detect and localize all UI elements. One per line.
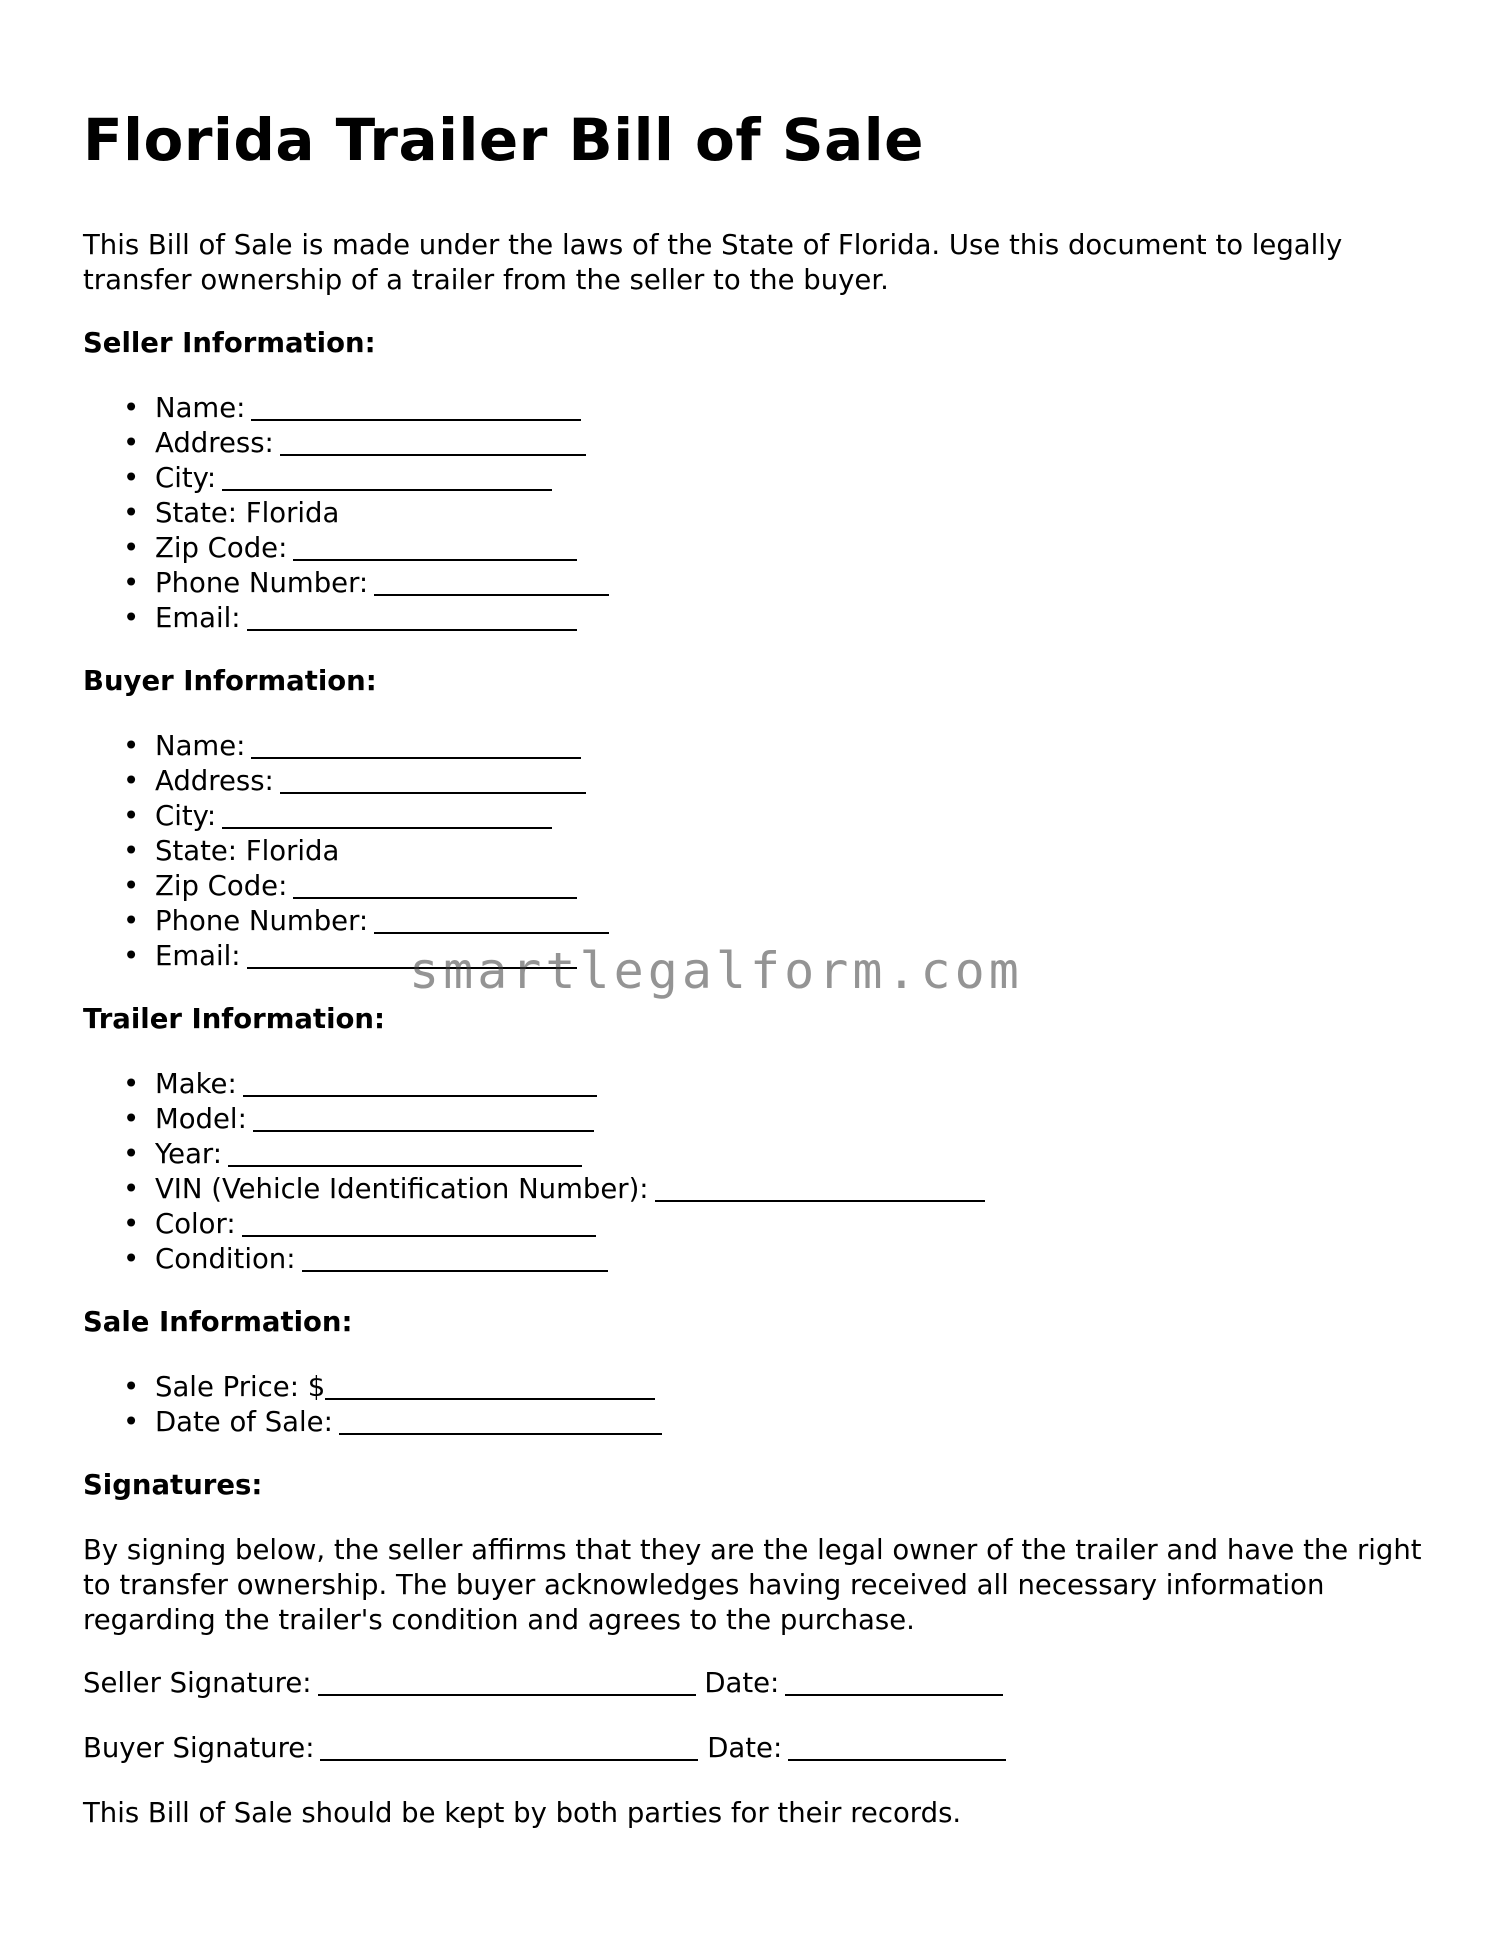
bullet-icon: •	[123, 1138, 140, 1170]
list-item	[123, 1172, 1423, 1207]
name-input-line[interactable]	[251, 391, 581, 421]
field-label: Phone Number:	[155, 905, 369, 937]
city-input-line[interactable]	[222, 461, 552, 491]
bullet-icon: •	[123, 567, 140, 599]
list-item	[123, 426, 1423, 461]
sale-heading: Sale Information:	[83, 1306, 353, 1338]
field-label: VIN (Vehicle Identification Number):	[155, 1173, 649, 1205]
seller-signature-row	[83, 1666, 1423, 1701]
bullet-icon: •	[123, 870, 140, 902]
email-input-line[interactable]	[247, 601, 577, 631]
bullet-icon: •	[123, 1173, 140, 1205]
bullet-icon: •	[123, 1068, 140, 1100]
list-item	[123, 764, 1423, 799]
seller-fields	[83, 391, 1423, 636]
zip-input-line[interactable]	[293, 869, 577, 899]
condition-input-line[interactable]	[302, 1242, 608, 1272]
field-label: Year:	[155, 1138, 223, 1170]
list-item	[123, 1405, 1423, 1440]
buyer-fields	[83, 729, 1423, 974]
list-item	[123, 1067, 1423, 1102]
field-label: Color:	[155, 1208, 236, 1240]
list-item	[123, 729, 1423, 764]
field-label: City:	[155, 800, 217, 832]
page-title: Florida Trailer Bill of Sale	[83, 106, 924, 174]
field-label: Make:	[155, 1068, 237, 1100]
list-item	[123, 799, 1423, 834]
bullet-icon: •	[123, 730, 140, 762]
address-input-line[interactable]	[280, 426, 586, 456]
watermark-text: smartlegalform.com	[409, 942, 1023, 1000]
list-item	[123, 1137, 1423, 1172]
phone-input-line[interactable]	[374, 904, 609, 934]
footer-note: This Bill of Sale should be kept by both parties for their records.	[83, 1797, 962, 1829]
field-label: Sale Price: $	[155, 1371, 326, 1403]
bullet-icon: •	[123, 392, 140, 424]
zip-input-line[interactable]	[293, 531, 577, 561]
trailer-heading: Trailer Information:	[83, 1003, 385, 1035]
list-item	[123, 601, 1423, 636]
sale-price-input-line[interactable]	[325, 1370, 655, 1400]
bullet-icon: •	[123, 1208, 140, 1240]
field-label: Model:	[155, 1103, 247, 1135]
seller-heading: Seller Information:	[83, 327, 376, 359]
field-label: Address:	[155, 427, 274, 459]
field-label: City:	[155, 462, 217, 494]
field-label: Condition:	[155, 1243, 296, 1275]
list-item	[123, 531, 1423, 566]
list-item	[123, 1102, 1423, 1137]
sale-fields	[83, 1370, 1423, 1440]
intro-paragraph: This Bill of Sale is made under the laws of the State of Florida. Use this document to legally transfer ownership of a trailer from the seller to the buyer.	[83, 229, 1343, 296]
bullet-icon: •	[123, 835, 140, 867]
seller-signature-line[interactable]	[318, 1666, 696, 1696]
buyer-signature-label: Buyer Signature:	[83, 1732, 315, 1764]
field-label: Email:	[155, 602, 241, 634]
list-item	[123, 1242, 1423, 1277]
list-item	[123, 391, 1423, 426]
buyer-signature-row	[83, 1731, 1423, 1766]
field-label: Zip Code:	[155, 870, 288, 902]
name-input-line[interactable]	[251, 729, 581, 759]
model-input-line[interactable]	[253, 1102, 594, 1132]
field-label: Address:	[155, 765, 274, 797]
bullet-icon: •	[123, 765, 140, 797]
seller-signature-label: Seller Signature:	[83, 1667, 312, 1699]
bullet-icon: •	[123, 602, 140, 634]
list-item	[123, 904, 1423, 939]
seller-date-line[interactable]	[785, 1666, 1003, 1696]
color-input-line[interactable]	[242, 1207, 596, 1237]
city-input-line[interactable]	[222, 799, 552, 829]
field-label: Phone Number:	[155, 567, 369, 599]
signatures-paragraph: By signing below, the seller affirms that they are the legal owner of the trailer and have the right to transfer ownership. The buyer acknowledges having received all necessary information regarding the trailer's condition and agrees to the purchase.	[83, 1534, 1422, 1636]
bullet-icon: •	[123, 905, 140, 937]
phone-input-line[interactable]	[374, 566, 609, 596]
bullet-icon: •	[123, 1243, 140, 1275]
field-label: State: Florida	[155, 835, 340, 867]
field-label: Email:	[155, 940, 241, 972]
list-item	[123, 496, 1423, 531]
bullet-icon: •	[123, 497, 140, 529]
list-item	[123, 1207, 1423, 1242]
bullet-icon: •	[123, 462, 140, 494]
list-item	[123, 566, 1423, 601]
signatures-heading: Signatures:	[83, 1469, 263, 1501]
date-of-sale-input-line[interactable]	[339, 1405, 662, 1435]
bullet-icon: •	[123, 1103, 140, 1135]
bullet-icon: •	[123, 1371, 140, 1403]
bullet-icon: •	[123, 940, 140, 972]
bullet-icon: •	[123, 800, 140, 832]
year-input-line[interactable]	[228, 1137, 582, 1167]
field-label: Zip Code:	[155, 532, 288, 564]
field-label: Name:	[155, 392, 246, 424]
buyer-heading: Buyer Information:	[83, 665, 377, 697]
buyer-signature-line[interactable]	[320, 1731, 698, 1761]
list-item	[123, 834, 1423, 869]
bullet-icon: •	[123, 532, 140, 564]
buyer-date-line[interactable]	[788, 1731, 1006, 1761]
list-item	[123, 1370, 1423, 1405]
bullet-icon: •	[123, 427, 140, 459]
list-item	[123, 869, 1423, 904]
field-label: Name:	[155, 730, 246, 762]
make-input-line[interactable]	[243, 1067, 597, 1097]
field-label: Date of Sale:	[155, 1406, 333, 1438]
list-item	[123, 461, 1423, 496]
date-label: Date:	[704, 1667, 780, 1699]
vin-input-line[interactable]	[655, 1172, 985, 1202]
date-label: Date:	[707, 1732, 783, 1764]
bullet-icon: •	[123, 1406, 140, 1438]
field-label: State: Florida	[155, 497, 340, 529]
trailer-fields	[83, 1067, 1423, 1277]
address-input-line[interactable]	[280, 764, 586, 794]
